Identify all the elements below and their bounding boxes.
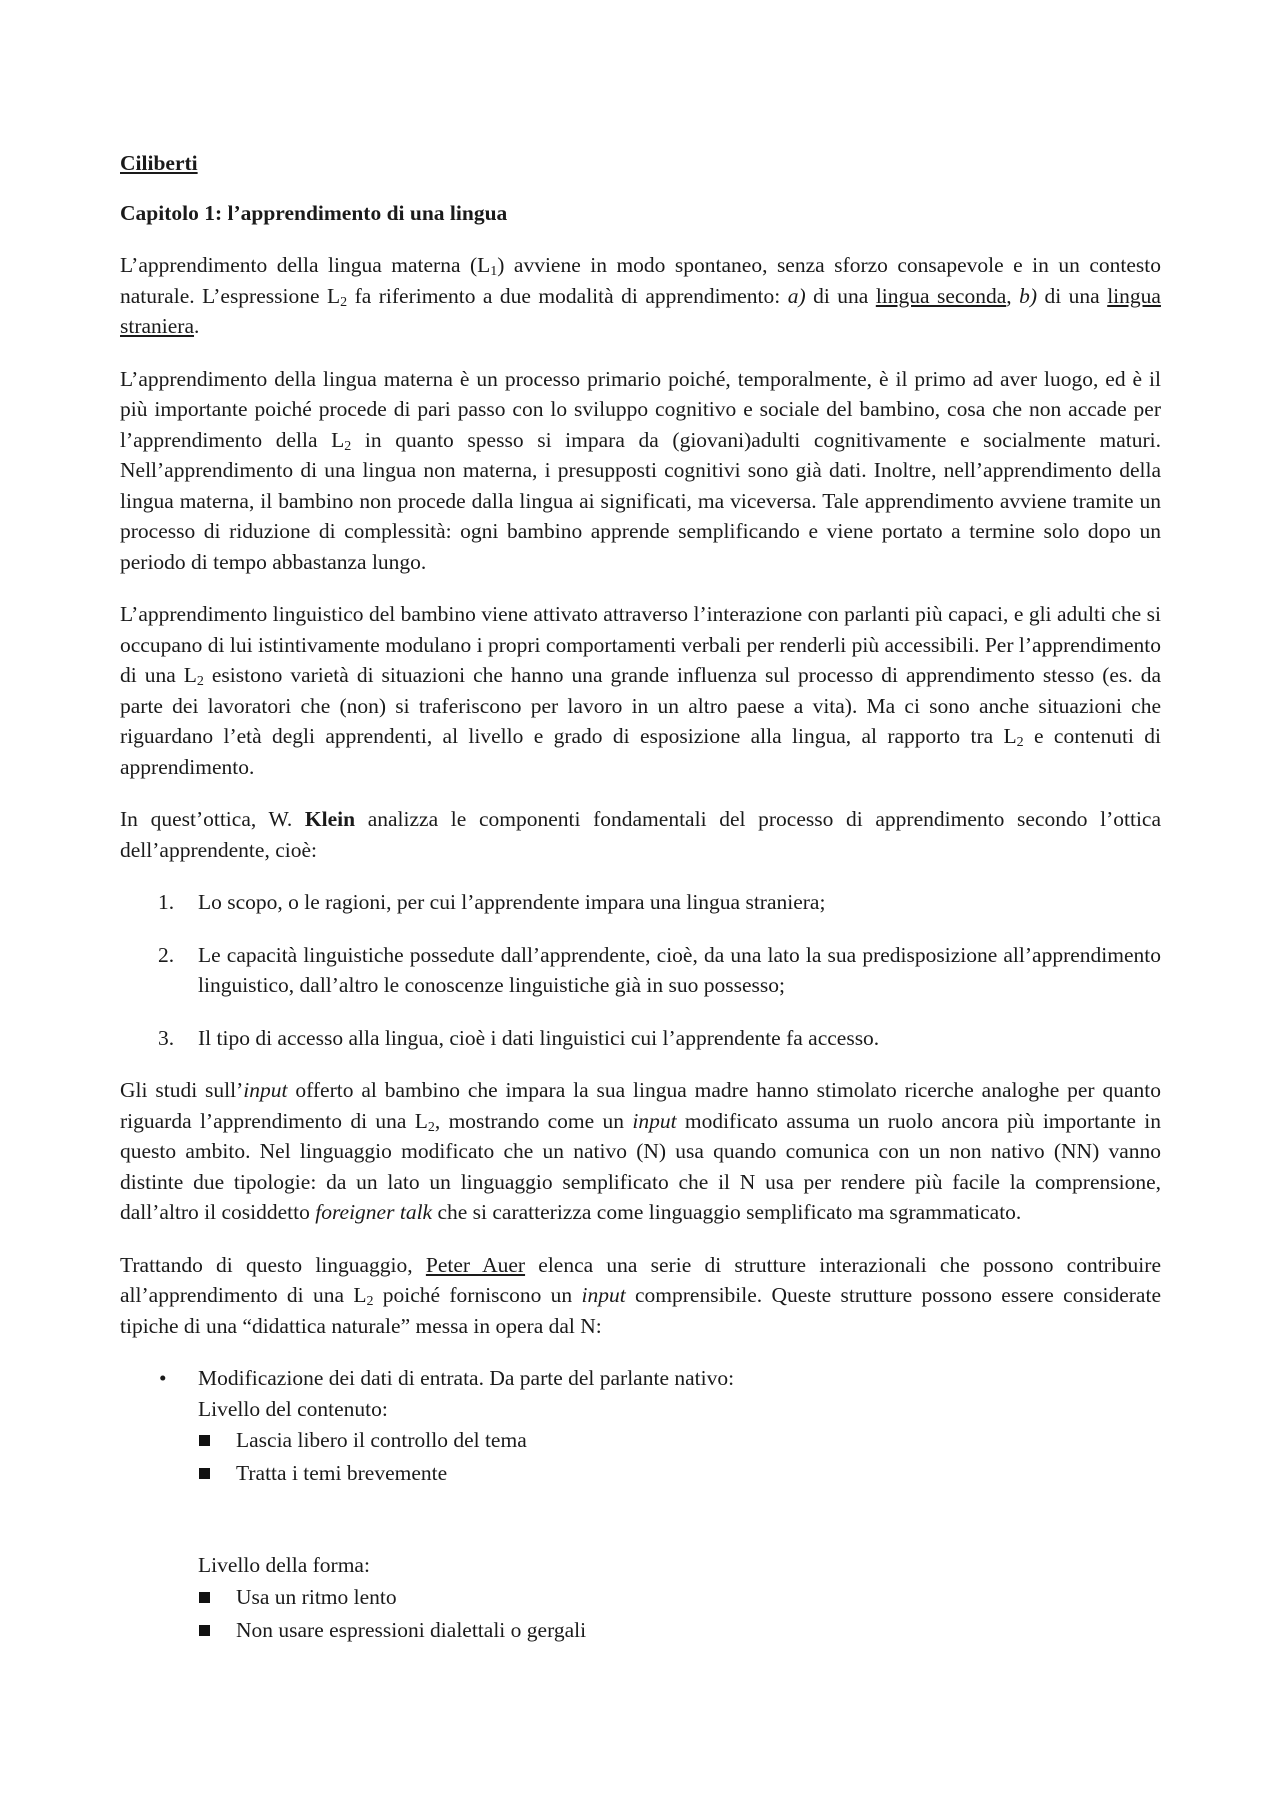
bullet-list <box>120 1363 1161 1647</box>
numbered-list <box>120 887 1161 1053</box>
square-bullet-icon <box>199 1592 210 1603</box>
list-number: 2. <box>158 942 175 967</box>
form-level-list <box>198 1581 1161 1647</box>
content-level-heading: Livello del contenuto: <box>198 1396 388 1421</box>
paragraph-6: Trattando di questo linguaggio, Peter Auer elenca una serie di strutture interazionali che possono contribuire all’apprendimento di una $L_2$ poiché forniscono un input comprensibile. Queste strutture possono essere considerate tipiche di una “didattica naturale” messa in opera dal N: <box>120 1252 1161 1338</box>
list-item: Lascia libero il controllo del tema <box>198 1424 1161 1457</box>
content-level-list <box>198 1424 1161 1490</box>
list-item: Usa un ritmo lento <box>198 1581 1161 1614</box>
list-item: 1. Lo scopo, o le ragioni, per cui l’apprendente impara una lingua straniera; <box>120 887 1161 918</box>
author-name: Klein <box>304 807 356 831</box>
paragraph-5: Gli studi sull’input offerto al bambino che impara la sua lingua madre hanno stimolato ricerche analoghe per quanto riguarda l’apprendimento di una $L_2$, mostrando come un input modificato assuma un ruolo ancora più importante in questo ambito. Nel linguaggio modificato che un nativo (N) usa quando comunica con un non nativo (NN) vanno distinte due tipologie: da un lato un linguaggio semplificato che il N usa per rendere più facile la comprensione, dall’altro il cosiddetto foreigner talk che si caratterizza come linguaggio semplificato ma sgrammaticato. <box>120 1078 1161 1224</box>
chapter-heading: Capitolo 1: l’apprendimento di una lingua <box>120 200 508 225</box>
square-bullet-icon <box>199 1468 210 1479</box>
paragraph-3: L’apprendimento linguistico del bambino viene attivato attraverso l’interazione con parlanti più capaci, e gli adulti che si occupano di lui istintivamente modulano i propri comportamenti verbali per renderli più accessibili. Per l’apprendimento di una $L_2$ esistono varietà di situazioni che hanno una grande influenza sul processo di apprendimento stesso (es. da parte dei lavoratori che (non) si traferiscono per lavoro in un altro paese a vita). Ma ci sono anche situazioni che riguardano l’età degli apprendenti, al livello e grado di esposizione alla lingua, al rapporto tra $L_2$ e contenuti di apprendimento. <box>120 602 1161 779</box>
paragraph-2: L’apprendimento della lingua materna è un processo primario poiché, temporalmente, è il primo ad aver luogo, ed è il più importante poiché procede di pari passo con lo sviluppo cognitivo e sociale del bambino, cosa che non accade per l’apprendimento della $L_2$ in quanto spesso si impara da (giovani)adulti cognitivamente e socialmente maturi. Nell’apprendimento di una lingua non materna, i presupposti cognitivi sono già dati. Inoltre, nell’apprendimento della lingua materna, il bambino non procede dalla lingua ai significati, ma viceversa. Tale apprendimento avviene tramite un processo di riduzione di complessità: ogni bambino apprende semplificando e viene portato a termine solo dopo un periodo di tempo abbastanza lungo. <box>120 366 1161 574</box>
bullet-icon: • <box>159 1366 167 1390</box>
list-item: 2. Le capacità linguistiche possedute dall’apprendente, cioè, da una lato la sua predisposizione all’apprendimento linguistico, dall’altro le conoscenze linguistiche già in suo possesso; <box>120 940 1161 1001</box>
underlined-term: lingua seconda <box>875 283 1007 308</box>
bullet-item <box>120 1363 1161 1647</box>
underlined-term: lingua straniera <box>120 283 1161 338</box>
form-level-heading: Livello della forma: <box>198 1553 370 1577</box>
list-item: 3. Il tipo di accesso alla lingua, cioè i dati linguistici cui l’apprendente fa accesso. <box>120 1023 1161 1054</box>
underlined-term: Peter Auer <box>425 1252 526 1277</box>
list-item: Non usare espressioni dialettali o gergali <box>198 1614 1161 1647</box>
bullet-text: Modificazione dei dati di entrata. Da parte del parlante nativo: <box>198 1366 735 1390</box>
square-bullet-icon <box>199 1625 210 1636</box>
list-number: 1. <box>158 890 175 914</box>
list-item: Tratta i temi brevemente <box>198 1457 1161 1490</box>
paragraph-1: L’apprendimento della lingua materna $(L_1)$ avviene in modo spontaneo, senza sforzo consapevole e in un contesto naturale. L’espressione $L_2$ fa riferimento a due modalità di apprendimento: a) di una lingua seconda, b) di una lingua straniera. <box>120 253 1161 338</box>
square-bullet-icon <box>199 1435 210 1446</box>
list-number: 3. <box>158 1025 175 1050</box>
document-title: Ciliberti <box>120 151 198 175</box>
paragraph-4: In quest’ottica, W. Klein analizza le componenti fondamentali del processo di apprendimento secondo l’ottica dell’apprendente, cioè: <box>120 807 1162 862</box>
